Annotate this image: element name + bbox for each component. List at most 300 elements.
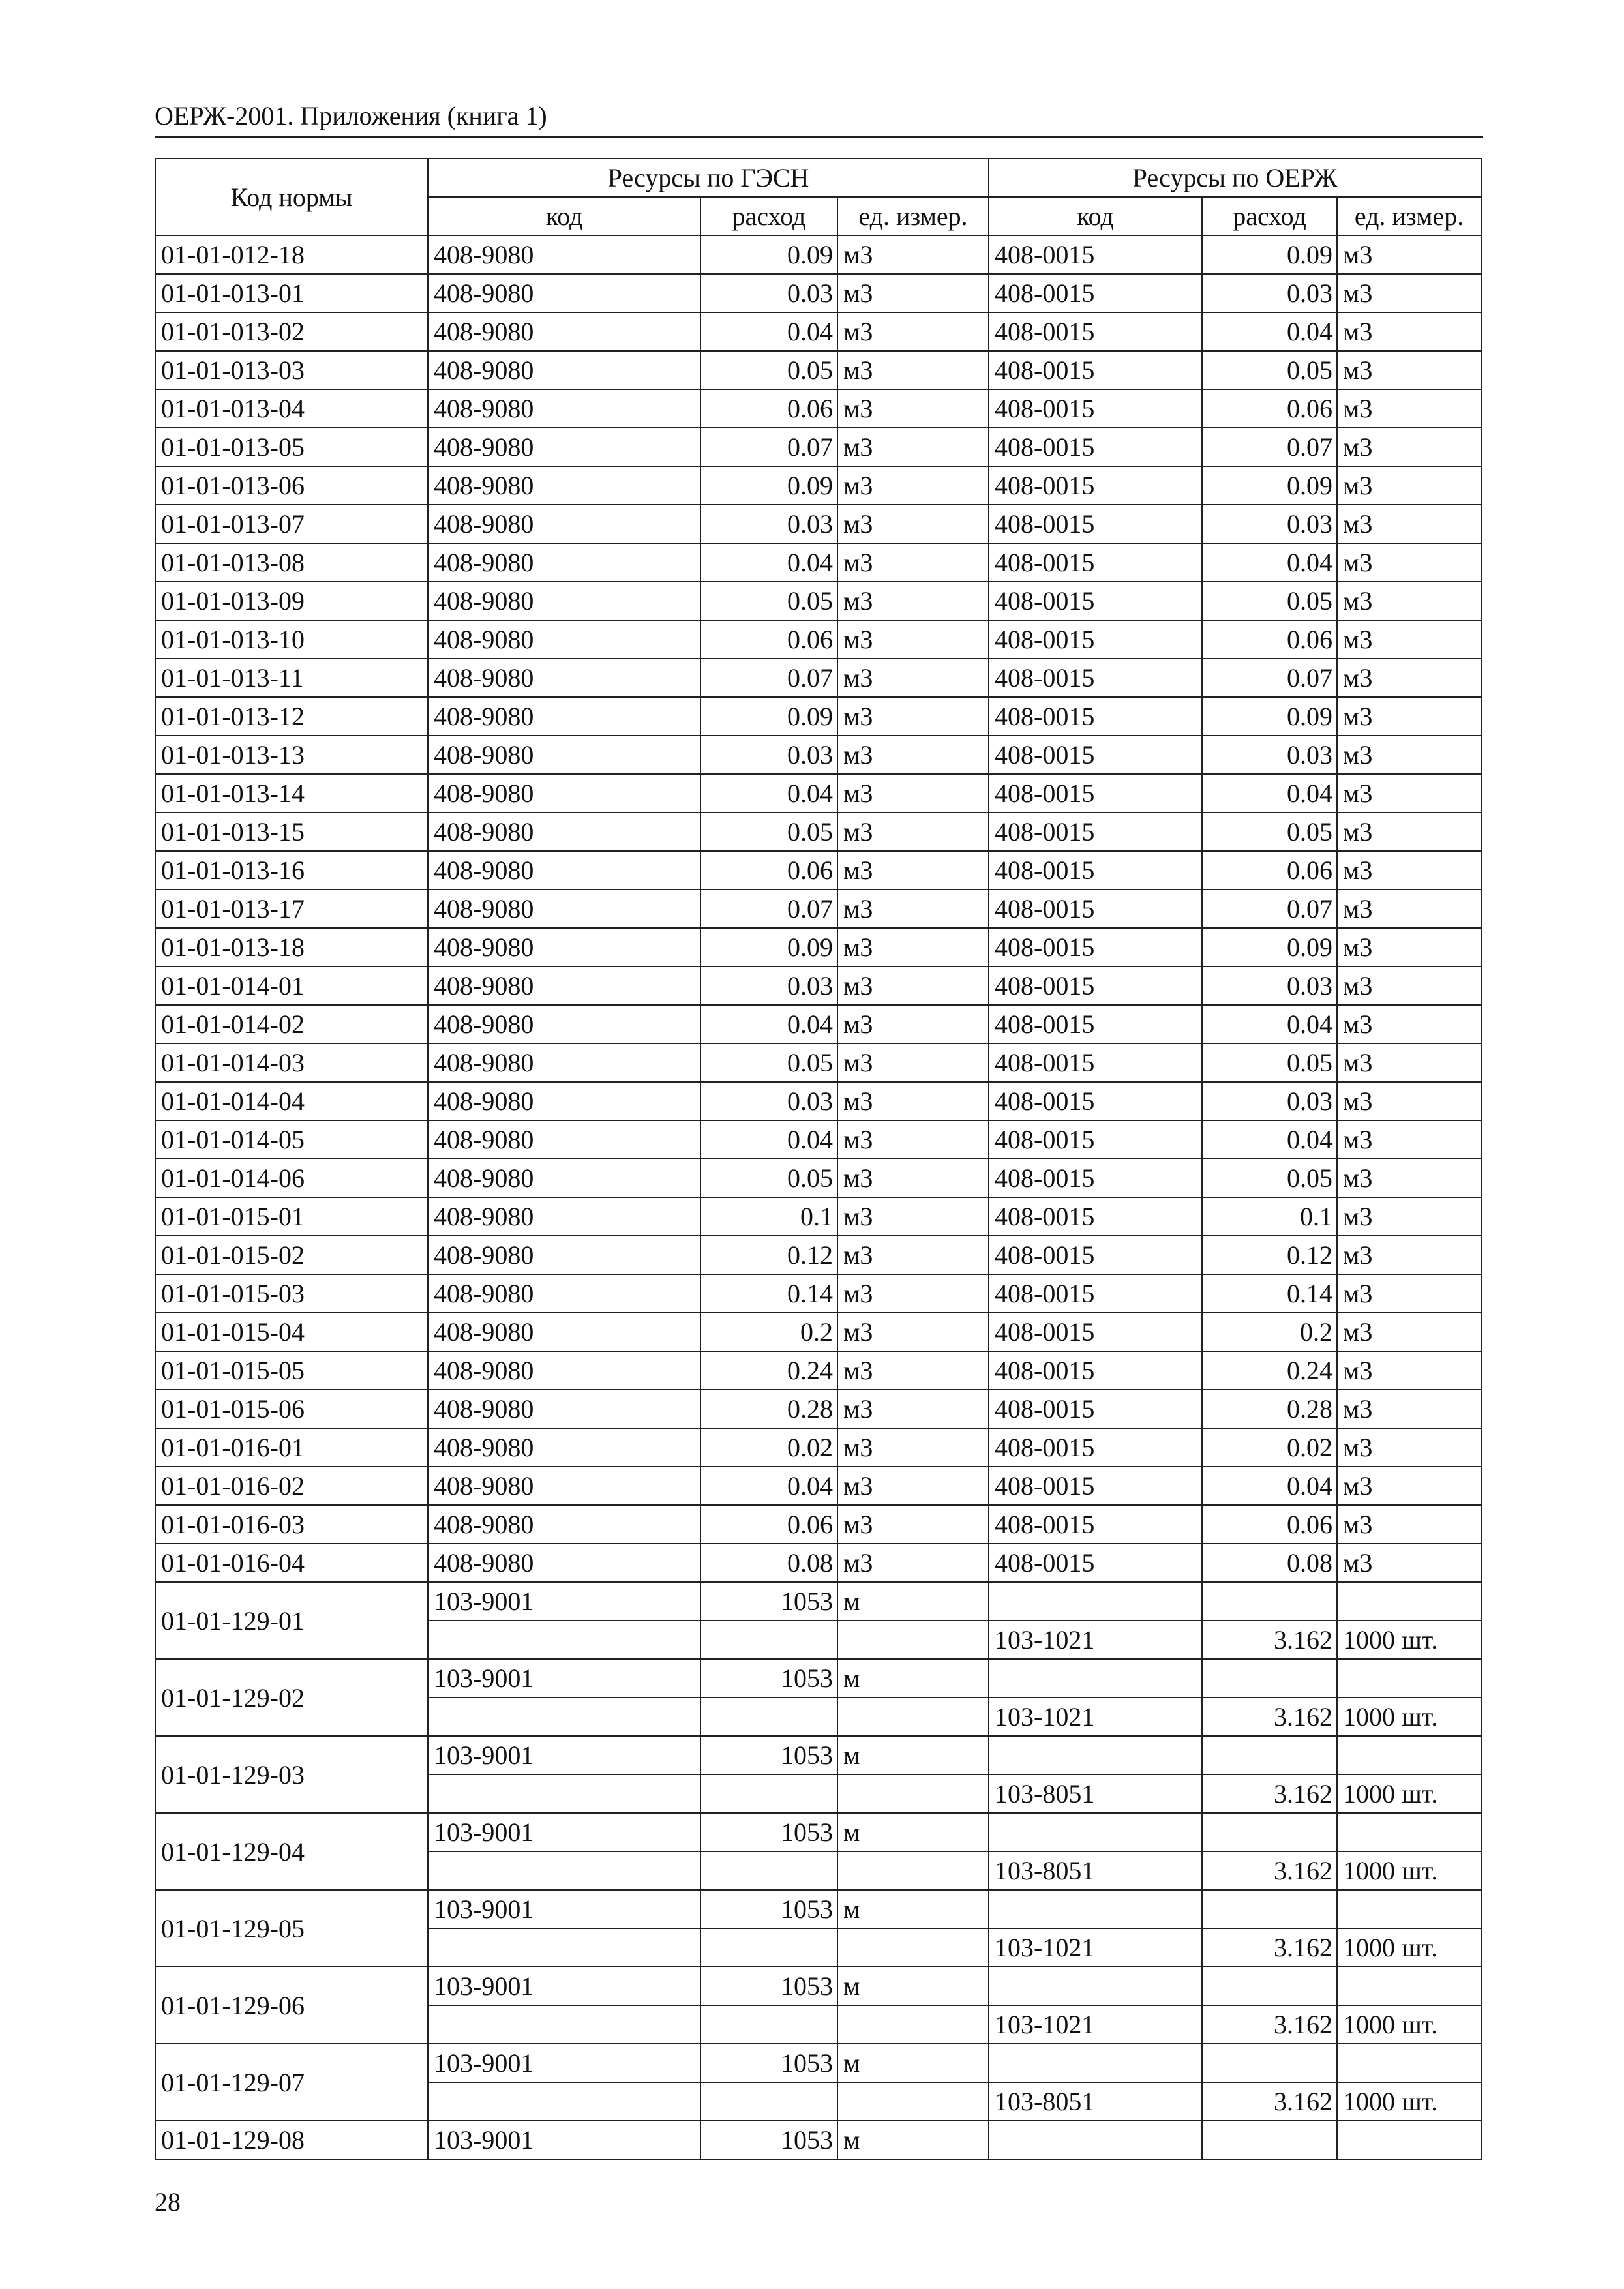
table-row — [155, 1890, 1481, 1928]
gesn-code-cell: 408-9080 — [428, 697, 700, 736]
oerzh-unit-cell: м3 — [1337, 1005, 1481, 1043]
table-row — [155, 659, 1481, 697]
oerzh-code-cell: 408-0015 — [989, 928, 1202, 966]
gesn-unit-cell: м3 — [837, 1505, 989, 1544]
oerzh-rate-cell: 0.03 — [1202, 1082, 1337, 1120]
gesn-rate-cell — [700, 2082, 837, 2121]
gesn-rate-cell: 0.06 — [700, 851, 837, 890]
oerzh-rate-cell: 0.03 — [1202, 966, 1337, 1005]
table-row — [155, 2044, 1481, 2082]
oerzh-unit-cell: м3 — [1337, 1236, 1481, 1274]
gesn-rate-cell: 0.09 — [700, 697, 837, 736]
gesn-code-cell: 408-9080 — [428, 505, 700, 543]
oerzh-unit-cell: м3 — [1337, 466, 1481, 505]
gesn-code-cell: 408-9080 — [428, 389, 700, 428]
oerzh-rate-cell: 0.04 — [1202, 312, 1337, 351]
gesn-rate-cell: 1053 — [700, 1890, 837, 1928]
gesn-code-cell: 408-9080 — [428, 428, 700, 466]
oerzh-rate-cell: 0.04 — [1202, 774, 1337, 813]
gesn-code-cell: 103-9001 — [428, 2044, 700, 2082]
gesn-code-cell: 103-9001 — [428, 1813, 700, 1851]
oerzh-unit-cell — [1337, 1890, 1481, 1928]
oerzh-code-cell: 408-0015 — [989, 697, 1202, 736]
oerzh-code-cell: 408-0015 — [989, 1544, 1202, 1582]
oerzh-code-cell: 408-0015 — [989, 966, 1202, 1005]
gesn-unit-cell: м3 — [837, 851, 989, 890]
norm-code-cell: 01-01-013-04 — [155, 389, 428, 428]
gesn-code-cell: 408-9080 — [428, 543, 700, 582]
oerzh-rate-cell: 3.162 — [1202, 1698, 1337, 1736]
table-row — [155, 428, 1481, 466]
gesn-code-cell — [428, 1774, 700, 1813]
norm-code-cell: 01-01-013-03 — [155, 351, 428, 389]
oerzh-unit-cell: м3 — [1337, 389, 1481, 428]
header-norm-code: Код нормы — [155, 158, 428, 235]
table-row — [155, 582, 1481, 620]
gesn-rate-cell: 0.06 — [700, 389, 837, 428]
oerzh-code-cell: 408-0015 — [989, 274, 1202, 312]
table-row — [155, 1043, 1481, 1082]
table-row — [155, 1082, 1481, 1120]
oerzh-unit-cell: м3 — [1337, 351, 1481, 389]
oerzh-code-cell: 103-1021 — [989, 1621, 1202, 1659]
oerzh-rate-cell: 0.06 — [1202, 851, 1337, 890]
gesn-code-cell: 103-9001 — [428, 1736, 700, 1774]
gesn-unit-cell — [837, 1621, 989, 1659]
gesn-unit-cell: м — [837, 1659, 989, 1698]
table-row — [155, 966, 1481, 1005]
oerzh-code-cell — [989, 1967, 1202, 2005]
oerzh-rate-cell — [1202, 1659, 1337, 1698]
header-gesn-code: код — [428, 197, 700, 235]
gesn-unit-cell: м — [837, 2121, 989, 2159]
gesn-code-cell: 408-9080 — [428, 736, 700, 774]
oerzh-code-cell: 408-0015 — [989, 1120, 1202, 1159]
gesn-code-cell: 408-9080 — [428, 274, 700, 312]
oerzh-unit-cell: м3 — [1337, 890, 1481, 928]
oerzh-unit-cell — [1337, 2044, 1481, 2082]
oerzh-code-cell: 408-0015 — [989, 890, 1202, 928]
oerzh-code-cell: 408-0015 — [989, 1351, 1202, 1390]
oerzh-unit-cell: м3 — [1337, 1197, 1481, 1236]
gesn-rate-cell: 0.06 — [700, 1505, 837, 1544]
table-row — [155, 928, 1481, 966]
gesn-code-cell: 408-9080 — [428, 659, 700, 697]
gesn-code-cell: 103-9001 — [428, 2121, 700, 2159]
norm-code-cell: 01-01-015-04 — [155, 1313, 428, 1351]
norm-code-cell: 01-01-014-06 — [155, 1159, 428, 1197]
oerzh-rate-cell — [1202, 1967, 1337, 2005]
oerzh-unit-cell: м3 — [1337, 1043, 1481, 1082]
gesn-code-cell: 408-9080 — [428, 466, 700, 505]
norm-code-cell: 01-01-129-03 — [155, 1736, 428, 1813]
oerzh-unit-cell: м3 — [1337, 928, 1481, 966]
gesn-unit-cell: м3 — [837, 466, 989, 505]
gesn-code-cell — [428, 1621, 700, 1659]
oerzh-code-cell: 408-0015 — [989, 428, 1202, 466]
gesn-code-cell: 103-9001 — [428, 1967, 700, 2005]
oerzh-unit-cell: м3 — [1337, 736, 1481, 774]
norm-code-cell: 01-01-013-17 — [155, 890, 428, 928]
oerzh-code-cell: 408-0015 — [989, 505, 1202, 543]
gesn-rate-cell: 0.2 — [700, 1313, 837, 1351]
table-row — [155, 697, 1481, 736]
norm-code-cell: 01-01-013-02 — [155, 312, 428, 351]
gesn-unit-cell: м — [837, 1582, 989, 1621]
norm-code-cell: 01-01-129-01 — [155, 1582, 428, 1659]
table-row — [155, 851, 1481, 890]
gesn-rate-cell: 0.1 — [700, 1197, 837, 1236]
gesn-rate-cell: 0.05 — [700, 351, 837, 389]
table-row — [155, 1313, 1481, 1351]
oerzh-rate-cell: 0.04 — [1202, 1005, 1337, 1043]
gesn-code-cell: 408-9080 — [428, 774, 700, 813]
oerzh-rate-cell: 3.162 — [1202, 1774, 1337, 1813]
table-row — [155, 774, 1481, 813]
norm-code-cell: 01-01-013-06 — [155, 466, 428, 505]
oerzh-unit-cell: м3 — [1337, 1390, 1481, 1428]
gesn-unit-cell: м — [837, 1890, 989, 1928]
oerzh-rate-cell: 0.04 — [1202, 543, 1337, 582]
oerzh-code-cell: 408-0015 — [989, 736, 1202, 774]
gesn-unit-cell: м — [837, 1967, 989, 2005]
gesn-unit-cell: м3 — [837, 1428, 989, 1467]
oerzh-rate-cell: 0.04 — [1202, 1120, 1337, 1159]
header-oerzh-code: код — [989, 197, 1202, 235]
oerzh-rate-cell: 3.162 — [1202, 1851, 1337, 1890]
oerzh-rate-cell: 0.03 — [1202, 736, 1337, 774]
gesn-unit-cell: м3 — [837, 1043, 989, 1082]
norm-code-cell: 01-01-129-02 — [155, 1659, 428, 1736]
oerzh-unit-cell: м3 — [1337, 851, 1481, 890]
gesn-unit-cell: м3 — [837, 351, 989, 389]
table-row — [155, 1120, 1481, 1159]
gesn-rate-cell: 0.28 — [700, 1390, 837, 1428]
oerzh-code-cell: 103-8051 — [989, 1774, 1202, 1813]
oerzh-rate-cell: 0.14 — [1202, 1274, 1337, 1313]
gesn-rate-cell — [700, 1621, 837, 1659]
oerzh-rate-cell: 0.05 — [1202, 813, 1337, 851]
oerzh-code-cell: 408-0015 — [989, 1505, 1202, 1544]
table-row — [155, 466, 1481, 505]
gesn-unit-cell — [837, 1698, 989, 1736]
gesn-rate-cell: 0.09 — [700, 466, 837, 505]
oerzh-unit-cell: м3 — [1337, 620, 1481, 659]
table-row — [155, 543, 1481, 582]
gesn-unit-cell: м3 — [837, 1390, 989, 1428]
gesn-code-cell: 408-9080 — [428, 851, 700, 890]
oerzh-unit-cell: 1000 шт. — [1337, 1621, 1481, 1659]
table-row — [155, 1582, 1481, 1621]
oerzh-unit-cell: м3 — [1337, 813, 1481, 851]
gesn-rate-cell: 0.05 — [700, 813, 837, 851]
norm-code-cell: 01-01-016-04 — [155, 1544, 428, 1582]
oerzh-code-cell: 103-1021 — [989, 1698, 1202, 1736]
oerzh-unit-cell: м3 — [1337, 1082, 1481, 1120]
gesn-unit-cell: м3 — [837, 774, 989, 813]
page-header: ОЕРЖ-2001. Приложения (книга 1) — [155, 98, 1483, 138]
norm-code-cell: 01-01-129-07 — [155, 2044, 428, 2121]
oerzh-rate-cell — [1202, 2044, 1337, 2082]
oerzh-unit-cell — [1337, 1813, 1481, 1851]
gesn-rate-cell: 0.03 — [700, 736, 837, 774]
norm-code-cell: 01-01-013-08 — [155, 543, 428, 582]
gesn-unit-cell — [837, 2005, 989, 2044]
norm-code-cell: 01-01-013-07 — [155, 505, 428, 543]
gesn-code-cell — [428, 2005, 700, 2044]
gesn-code-cell: 408-9080 — [428, 1544, 700, 1582]
oerzh-code-cell: 408-0015 — [989, 813, 1202, 851]
oerzh-rate-cell: 3.162 — [1202, 2082, 1337, 2121]
oerzh-unit-cell: м3 — [1337, 1467, 1481, 1505]
oerzh-rate-cell: 0.05 — [1202, 1043, 1337, 1082]
gesn-code-cell: 408-9080 — [428, 966, 700, 1005]
oerzh-unit-cell: м3 — [1337, 235, 1481, 274]
gesn-rate-cell: 1053 — [700, 2121, 837, 2159]
gesn-code-cell: 408-9080 — [428, 1351, 700, 1390]
gesn-rate-cell: 0.09 — [700, 928, 837, 966]
oerzh-rate-cell: 0.03 — [1202, 505, 1337, 543]
oerzh-rate-cell: 0.05 — [1202, 1159, 1337, 1197]
table-row — [155, 620, 1481, 659]
table-row — [155, 1197, 1481, 1236]
oerzh-unit-cell — [1337, 1967, 1481, 2005]
gesn-code-cell: 408-9080 — [428, 351, 700, 389]
oerzh-rate-cell: 0.04 — [1202, 1467, 1337, 1505]
table-row — [155, 1005, 1481, 1043]
oerzh-code-cell: 408-0015 — [989, 1236, 1202, 1274]
oerzh-unit-cell: м3 — [1337, 582, 1481, 620]
oerzh-code-cell: 408-0015 — [989, 659, 1202, 697]
oerzh-rate-cell: 0.02 — [1202, 1428, 1337, 1467]
resources-table — [155, 158, 1482, 2160]
gesn-rate-cell — [700, 2005, 837, 2044]
gesn-rate-cell: 0.09 — [700, 235, 837, 274]
gesn-unit-cell: м3 — [837, 697, 989, 736]
oerzh-unit-cell: м3 — [1337, 774, 1481, 813]
gesn-unit-cell: м3 — [837, 274, 989, 312]
gesn-rate-cell — [700, 1698, 837, 1736]
gesn-unit-cell: м3 — [837, 235, 989, 274]
norm-code-cell: 01-01-013-16 — [155, 851, 428, 890]
gesn-unit-cell: м3 — [837, 1082, 989, 1120]
gesn-unit-cell: м3 — [837, 813, 989, 851]
norm-code-cell: 01-01-013-05 — [155, 428, 428, 466]
gesn-code-cell: 103-9001 — [428, 1582, 700, 1621]
gesn-rate-cell: 0.06 — [700, 620, 837, 659]
gesn-code-cell: 103-9001 — [428, 1890, 700, 1928]
gesn-code-cell: 408-9080 — [428, 1043, 700, 1082]
norm-code-cell: 01-01-013-10 — [155, 620, 428, 659]
gesn-code-cell: 408-9080 — [428, 1236, 700, 1274]
oerzh-rate-cell: 0.05 — [1202, 351, 1337, 389]
oerzh-unit-cell: м3 — [1337, 966, 1481, 1005]
oerzh-unit-cell: м3 — [1337, 1544, 1481, 1582]
oerzh-rate-cell: 0.07 — [1202, 428, 1337, 466]
norm-code-cell: 01-01-013-18 — [155, 928, 428, 966]
gesn-rate-cell: 0.04 — [700, 312, 837, 351]
oerzh-unit-cell: м3 — [1337, 543, 1481, 582]
table-row — [155, 1351, 1481, 1390]
gesn-code-cell: 408-9080 — [428, 928, 700, 966]
oerzh-code-cell: 408-0015 — [989, 1197, 1202, 1236]
gesn-rate-cell: 0.04 — [700, 1005, 837, 1043]
gesn-rate-cell: 0.05 — [700, 582, 837, 620]
gesn-code-cell: 408-9080 — [428, 1505, 700, 1544]
norm-code-cell: 01-01-015-06 — [155, 1390, 428, 1428]
oerzh-rate-cell: 0.12 — [1202, 1236, 1337, 1274]
oerzh-unit-cell: м3 — [1337, 1505, 1481, 1544]
oerzh-code-cell: 408-0015 — [989, 466, 1202, 505]
table-row — [155, 351, 1481, 389]
oerzh-rate-cell: 0.07 — [1202, 890, 1337, 928]
gesn-rate-cell: 0.04 — [700, 1120, 837, 1159]
oerzh-code-cell: 408-0015 — [989, 1390, 1202, 1428]
oerzh-code-cell: 408-0015 — [989, 235, 1202, 274]
gesn-rate-cell — [700, 1928, 837, 1967]
table-row — [155, 813, 1481, 851]
gesn-rate-cell: 0.07 — [700, 890, 837, 928]
gesn-unit-cell: м3 — [837, 928, 989, 966]
gesn-unit-cell: м3 — [837, 1120, 989, 1159]
oerzh-code-cell: 408-0015 — [989, 1428, 1202, 1467]
gesn-unit-cell — [837, 2082, 989, 2121]
oerzh-rate-cell: 0.24 — [1202, 1351, 1337, 1390]
gesn-rate-cell: 0.07 — [700, 428, 837, 466]
oerzh-rate-cell: 0.1 — [1202, 1197, 1337, 1236]
oerzh-rate-cell: 3.162 — [1202, 1621, 1337, 1659]
oerzh-unit-cell: 1000 шт. — [1337, 2082, 1481, 2121]
gesn-unit-cell: м — [837, 2044, 989, 2082]
table-row — [155, 1813, 1481, 1851]
table-row — [155, 1274, 1481, 1313]
gesn-unit-cell: м — [837, 1813, 989, 1851]
oerzh-code-cell: 408-0015 — [989, 543, 1202, 582]
oerzh-code-cell: 408-0015 — [989, 774, 1202, 813]
gesn-rate-cell: 0.24 — [700, 1351, 837, 1390]
oerzh-rate-cell: 0.2 — [1202, 1313, 1337, 1351]
oerzh-code-cell: 408-0015 — [989, 389, 1202, 428]
gesn-rate-cell: 1053 — [700, 1967, 837, 2005]
gesn-unit-cell: м3 — [837, 505, 989, 543]
norm-code-cell: 01-01-014-02 — [155, 1005, 428, 1043]
oerzh-unit-cell: м3 — [1337, 312, 1481, 351]
oerzh-unit-cell — [1337, 2121, 1481, 2159]
table-row — [155, 1659, 1481, 1698]
gesn-rate-cell: 0.03 — [700, 1082, 837, 1120]
gesn-rate-cell: 0.05 — [700, 1159, 837, 1197]
oerzh-rate-cell — [1202, 1890, 1337, 1928]
gesn-code-cell: 408-9080 — [428, 1159, 700, 1197]
gesn-unit-cell: м3 — [837, 736, 989, 774]
table-row — [155, 505, 1481, 543]
gesn-rate-cell: 0.07 — [700, 659, 837, 697]
table-row — [155, 1505, 1481, 1544]
gesn-unit-cell: м3 — [837, 543, 989, 582]
norm-code-cell: 01-01-015-01 — [155, 1197, 428, 1236]
gesn-unit-cell: м3 — [837, 1351, 989, 1390]
gesn-code-cell: 408-9080 — [428, 1197, 700, 1236]
gesn-unit-cell — [837, 1851, 989, 1890]
oerzh-code-cell — [989, 1890, 1202, 1928]
gesn-rate-cell: 1053 — [700, 2044, 837, 2082]
table-row — [155, 1428, 1481, 1467]
oerzh-code-cell: 408-0015 — [989, 620, 1202, 659]
table-row — [155, 2121, 1481, 2159]
norm-code-cell: 01-01-016-03 — [155, 1505, 428, 1544]
gesn-code-cell: 408-9080 — [428, 312, 700, 351]
table-row — [155, 312, 1481, 351]
gesn-unit-cell: м3 — [837, 966, 989, 1005]
gesn-rate-cell: 1053 — [700, 1736, 837, 1774]
gesn-unit-cell: м3 — [837, 1467, 989, 1505]
oerzh-unit-cell: м3 — [1337, 659, 1481, 697]
oerzh-code-cell: 408-0015 — [989, 1467, 1202, 1505]
oerzh-rate-cell — [1202, 1582, 1337, 1621]
norm-code-cell: 01-01-014-05 — [155, 1120, 428, 1159]
oerzh-code-cell: 408-0015 — [989, 351, 1202, 389]
gesn-code-cell — [428, 1698, 700, 1736]
norm-code-cell: 01-01-015-03 — [155, 1274, 428, 1313]
header-oerzh-unit: ед. измер. — [1337, 197, 1481, 235]
table-row — [155, 1544, 1481, 1582]
table-row — [155, 1967, 1481, 2005]
norm-code-cell: 01-01-129-06 — [155, 1967, 428, 2044]
gesn-code-cell: 408-9080 — [428, 620, 700, 659]
gesn-rate-cell: 0.03 — [700, 274, 837, 312]
gesn-unit-cell: м3 — [837, 1313, 989, 1351]
gesn-unit-cell: м — [837, 1736, 989, 1774]
gesn-unit-cell — [837, 1928, 989, 1967]
gesn-code-cell: 408-9080 — [428, 235, 700, 274]
header-gesn-unit: ед. измер. — [837, 197, 989, 235]
oerzh-unit-cell: 1000 шт. — [1337, 1774, 1481, 1813]
gesn-rate-cell: 1053 — [700, 1813, 837, 1851]
oerzh-code-cell — [989, 1582, 1202, 1621]
norm-code-cell: 01-01-129-08 — [155, 2121, 428, 2159]
gesn-rate-cell — [700, 1774, 837, 1813]
oerzh-rate-cell: 3.162 — [1202, 1928, 1337, 1967]
gesn-code-cell: 408-9080 — [428, 1082, 700, 1120]
oerzh-unit-cell: м3 — [1337, 428, 1481, 466]
oerzh-code-cell: 103-1021 — [989, 1928, 1202, 1967]
gesn-unit-cell: м3 — [837, 1274, 989, 1313]
oerzh-code-cell: 103-1021 — [989, 2005, 1202, 2044]
norm-code-cell: 01-01-014-03 — [155, 1043, 428, 1082]
oerzh-unit-cell: м3 — [1337, 1428, 1481, 1467]
oerzh-code-cell: 408-0015 — [989, 582, 1202, 620]
table-row — [155, 1390, 1481, 1428]
oerzh-unit-cell: 1000 шт. — [1337, 1698, 1481, 1736]
page-number: 28 — [155, 2187, 181, 2217]
gesn-rate-cell: 0.05 — [700, 1043, 837, 1082]
gesn-rate-cell: 0.14 — [700, 1274, 837, 1313]
norm-code-cell: 01-01-015-05 — [155, 1351, 428, 1390]
oerzh-unit-cell: 1000 шт. — [1337, 2005, 1481, 2044]
oerzh-rate-cell: 0.09 — [1202, 697, 1337, 736]
oerzh-unit-cell: м3 — [1337, 697, 1481, 736]
norm-code-cell: 01-01-013-11 — [155, 659, 428, 697]
gesn-code-cell: 408-9080 — [428, 1467, 700, 1505]
oerzh-code-cell: 408-0015 — [989, 1159, 1202, 1197]
oerzh-rate-cell: 0.06 — [1202, 620, 1337, 659]
norm-code-cell: 01-01-012-18 — [155, 235, 428, 274]
gesn-rate-cell: 0.04 — [700, 543, 837, 582]
table-row — [155, 890, 1481, 928]
norm-code-cell: 01-01-015-02 — [155, 1236, 428, 1274]
oerzh-rate-cell — [1202, 1736, 1337, 1774]
gesn-unit-cell: м3 — [837, 890, 989, 928]
